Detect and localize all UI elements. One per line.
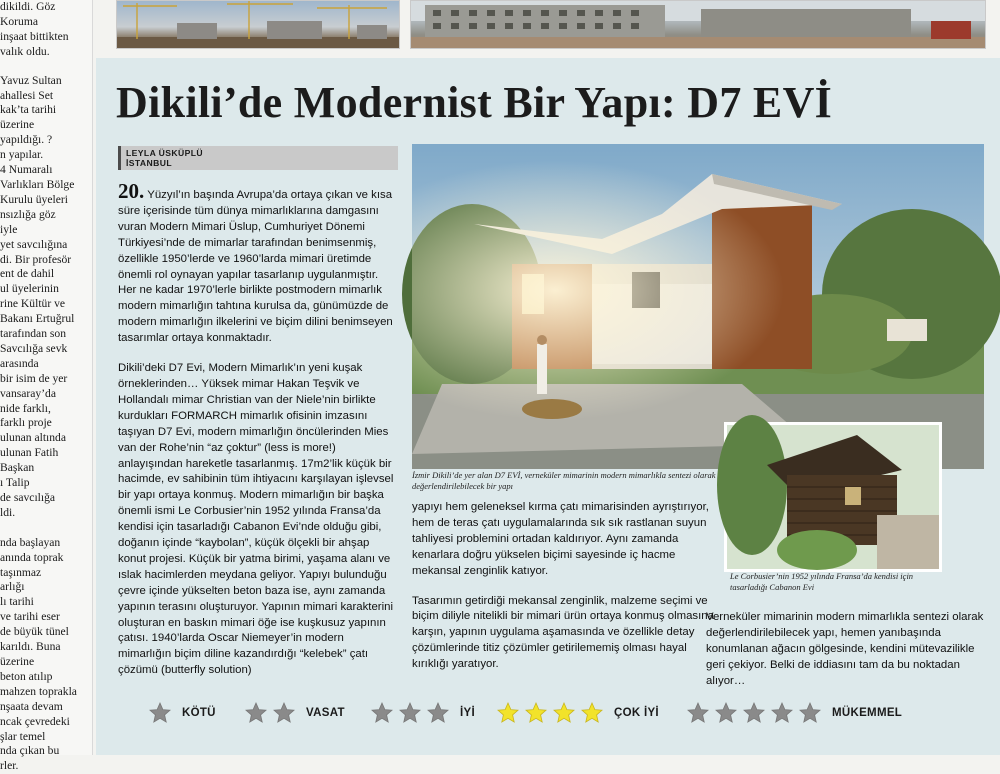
paragraph-text: Yüzyıl’ın başında Avrupa’da ortaya çıkan ve kısa süre içerisinde tüm dünya mimarlıklarına damgasını vuran Modern Mimari Üslup, Cumhuriyet Dönemi Türkiyesi’nde de mimarlar tarafından benimsenmiş, özellikle 1950’lerde ve 1960’larda mimari üretimde önemli rol oynayan yapılar tasarlanıp uygulanmıştır. Her ne kadar 1970’lerle birlikte postmodern mimarlık modern mimarlığın tahtına kurulsa da, günümüzde de modern mimarlığın ilkelerini ve biçim dilini benimseyen tasarımlar ortaya konmaktadır. xyxy=(118,189,393,345)
top-photo-building xyxy=(410,0,986,49)
paragraph: yapıyı hem geleneksel kırma çatı mimarisinden ayrıştırıyor, hem de teras çatı uygulamalarında sık sık rastlanan suyun tahliyesi problemini ortadan kaldırıyor. Aynı zamanda kenarlara doğru yükselen biçimi sayesinde iç hacme mekansal zenginlik katıyor. xyxy=(412,501,709,577)
star-icon xyxy=(580,701,604,725)
previous-article-line: şlar temel xyxy=(0,729,46,743)
star-icon xyxy=(148,701,172,725)
author-location: İSTANBUL xyxy=(126,158,173,168)
rating-option xyxy=(148,700,216,726)
previous-article-gap xyxy=(0,60,92,74)
rating-scale xyxy=(148,700,948,726)
star-icon xyxy=(524,701,548,725)
previous-article-line: farklı proje xyxy=(0,416,52,430)
previous-article-line: de savcılığa xyxy=(0,491,56,504)
cabanon-photo xyxy=(724,422,942,572)
previous-article-line: Varlıkları Bölge xyxy=(0,177,75,191)
previous-article-line: ul üyelerinin xyxy=(0,282,59,296)
inset-photo-caption: Le Corbusier’nin 1952 yılında Fransa’da kendisi için tasarladığı Cabanon Evi xyxy=(730,571,914,592)
rating-option xyxy=(244,700,345,726)
rating-option xyxy=(686,700,902,726)
star-icon xyxy=(686,701,710,725)
byline xyxy=(118,146,398,170)
main-photo-caption: İzmir Dikili’de yer alan D7 EVİ, verneküler mimarinin modern mimarlıkla sentezi olarak değerlendirilebilecek bir yapı xyxy=(412,470,716,491)
star-icon xyxy=(742,701,766,725)
article-headline: Dikili’de Modernist Bir Yapı: D7 EVİ xyxy=(116,78,833,127)
previous-article-line: nşaata devam xyxy=(0,699,63,713)
paragraph xyxy=(118,179,398,347)
previous-article-line: ve tarihi eser xyxy=(0,610,60,624)
previous-article-line: üzerine xyxy=(0,118,35,132)
previous-article-line: arlığı xyxy=(0,580,25,594)
previous-article-line: Bakanı Ertuğrul xyxy=(0,312,75,326)
previous-article-line: kak’ta tarihi xyxy=(0,103,57,117)
previous-article-line: Başkan xyxy=(0,461,35,475)
previous-article-line: Savcılığa sevk xyxy=(0,341,68,355)
previous-article-line: tarafından son xyxy=(0,327,66,341)
previous-article-line: ldi. xyxy=(0,505,16,519)
previous-article-line: nide farklı, xyxy=(0,401,51,415)
previous-article-line: arasında xyxy=(0,356,39,370)
previous-article-line xyxy=(0,521,92,536)
previous-article-line: nda başlayan xyxy=(0,535,61,549)
previous-article-line: n yapılar. xyxy=(0,148,44,162)
paragraph: Verneküler mimarinin modern mimarlıkla sentezi olarak değerlendirilebilecek yapı, hemen yanıbaşında konumlanan ağacın gölgesinde, kendini mütevazilikle geri çekiyor. Belki de iddiasını tam da bu noktadan alıyor… xyxy=(706,611,984,687)
star-icon xyxy=(798,701,822,725)
previous-article-line: ncak çevredeki xyxy=(0,714,70,728)
previous-article-line: iyle xyxy=(0,222,18,236)
previous-article-line: di. Bir profesör xyxy=(0,252,72,266)
previous-article-line: ulunan altında xyxy=(0,431,67,445)
star-icon xyxy=(714,701,738,725)
star-icon xyxy=(496,701,520,725)
star-icon xyxy=(244,701,268,725)
previous-article-line: nda çıkan bu xyxy=(0,744,60,758)
previous-article-line: Yavuz Sultan xyxy=(0,73,62,87)
star-icon xyxy=(552,701,576,725)
article-column-1 xyxy=(118,179,398,679)
previous-article-line: bir isim de yer xyxy=(0,371,68,385)
article-column-3 xyxy=(706,610,984,690)
paragraph: Dikili’deki D7 Evi, Modern Mimarlık’ın yeni kuşak örneklerinden… Yüksek mimar Hakan Teşvik ve Hollandalı mimar Christian van der Niele’nin birlikte kurdukları FORMARCH mimarlık ofisinin imzasını taşıyan D7 Evi, modern mimarlığın öncülerinden Mies van der Rohe’nin “az çoktur” (less is more!) anlayışından hareketle tasarlanmış. 17m2’lik küçük bir hacimde, ev sahibinin tüm ihtiyacını karşılayan işlevsel bir yapı ortaya konmuş. Modern mimarlığın bir başka önemli ismi Le Corbusier’nin 1952 yılında Fransa’da kendisi için tasarladığı Cabanon Evi’nde olduğu gibi, doğanın içinde “kaybolan”, küçük ölçekli bir ahşap konut projesi. Küçük bir yatma birimi, yaşama alanı ve ıslak hacimlerden meydana geliyor. Yapıyı bulunduğu çevre içinde yükselten beton baza ise, aynı zamanda yapının terasını oluşturuyor. Yapının mimari karakterini oluşturan en baskın mimari öğe ise kuşkusuz yapının çatısı. 1940’larda Oscar Niemeyer’in modern mimarlığın biçim diline kazandırdığı “kelebek” çatı çözümü (butterfly solution) xyxy=(118,362,394,677)
previous-article-line: nsızlığa göz xyxy=(0,207,56,221)
previous-article-line: 4 Numaralı xyxy=(0,163,53,177)
previous-article-line: karıldı. Buna xyxy=(0,640,61,654)
drop-cap: 20. xyxy=(118,179,145,203)
previous-article-line: vansaray’da xyxy=(0,386,57,400)
previous-article-line: de büyük tünel xyxy=(0,625,69,639)
d7-house-rendering xyxy=(412,144,984,469)
previous-article-line: yet savcılığına xyxy=(0,237,68,251)
previous-article-column xyxy=(0,0,93,773)
top-photo-cranes xyxy=(116,0,400,49)
previous-article-line: üzerine xyxy=(0,654,35,668)
star-icon xyxy=(398,701,422,725)
previous-article-line: yapıldığı. ? xyxy=(0,133,53,147)
previous-article-line: inşaat bittikten xyxy=(0,29,69,43)
star-icon xyxy=(370,701,394,725)
previous-article-line: Kurulu üyeleri xyxy=(0,192,68,206)
rating-label: KÖTÜ xyxy=(182,707,216,719)
byline-bar xyxy=(118,146,121,170)
rating-option xyxy=(370,700,475,726)
previous-article-line: anında toprak xyxy=(0,550,64,564)
previous-article-line: ı Talip xyxy=(0,476,30,490)
previous-article-line: ahallesi Set xyxy=(0,88,54,102)
star-icon xyxy=(426,701,450,725)
previous-article-line: Koruma xyxy=(0,14,38,28)
previous-article-bottom xyxy=(0,74,92,774)
previous-article-line: lı tarihi xyxy=(0,595,34,609)
paragraph: Tasarımın getirdiği mekansal zenginlik, malzeme seçimi ve biçim diliyle nitelikli bir mimari ürün ortaya konmuş olmasına karşın, yapının uygulama aşamasında ve özellikle detay çözümlerinde titiz çözümler getirilememiş olması hayal kırıklığı yaratıyor. xyxy=(412,594,714,671)
author-name: LEYLA ÜSKÜPLÜ xyxy=(126,148,203,158)
previous-article-line: mahzen toprakla xyxy=(0,684,77,698)
previous-article-line: dikildi. Göz xyxy=(0,0,56,13)
star-icon xyxy=(770,701,794,725)
rating-label: İYİ xyxy=(460,707,475,719)
previous-article-line: rine Kültür ve xyxy=(0,297,66,311)
previous-article-line: taşınmaz xyxy=(0,565,42,579)
rating-option xyxy=(496,700,659,726)
rating-label: ÇOK İYİ xyxy=(614,707,659,719)
previous-article-line: ent de dahil xyxy=(0,267,55,281)
previous-article-line: rler. xyxy=(0,759,19,773)
previous-article-line: beton atılıp xyxy=(0,669,53,683)
article-column-2 xyxy=(412,500,716,673)
previous-article-line: ulunan Fatih xyxy=(0,446,59,460)
previous-article-line: valık oldu. xyxy=(0,44,50,58)
previous-article-top xyxy=(0,0,92,60)
rating-label: VASAT xyxy=(306,707,345,719)
star-icon xyxy=(272,701,296,725)
rating-label: MÜKEMMEL xyxy=(832,707,903,719)
